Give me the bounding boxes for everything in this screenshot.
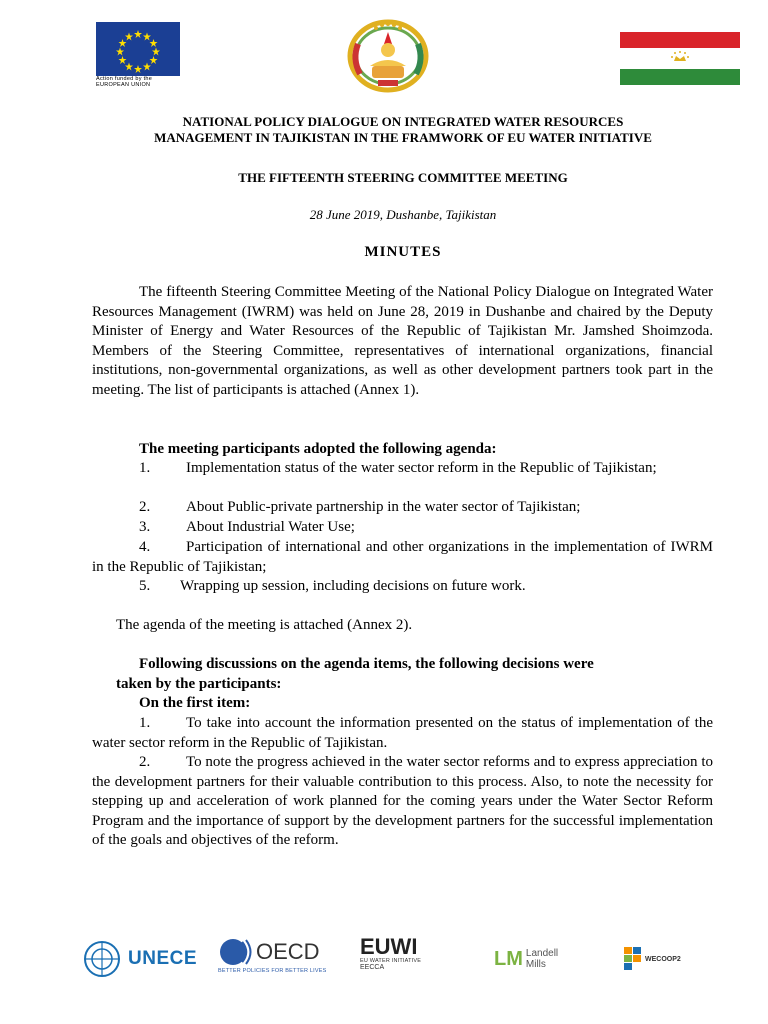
agenda-item-number: 5. [139, 578, 151, 594]
agenda-item-text: About Industrial Water Use; [186, 519, 355, 535]
agenda-item-text: Wrapping up session, including decisions on future work. [180, 578, 526, 594]
agenda-item-text: Implementation status of the water sector reform in the Republic of Tajikistan; [186, 460, 657, 476]
eu-caption-line2: EUROPEAN UNION [96, 82, 151, 88]
eu-logo [96, 22, 180, 92]
first-item-heading: On the first item: [139, 695, 251, 711]
wecoop-text: WECOOP2 [645, 955, 681, 963]
euwi-region: EECCA [360, 964, 385, 971]
decision-item-number: 2. [139, 754, 151, 770]
un-emblem-icon [82, 939, 122, 979]
oecd-tagline: BETTER POLICIES FOR BETTER LIVES [218, 968, 327, 974]
intro-paragraph: The fifteenth Steering Committee Meeting of the National Policy Dialogue on Integrated Water Resources Management (IWRM) was held on June 28, 2019 in Dushanbe and chaired by the Deputy Minister of Energy and Water Resources of the Republic of Tajikistan Mr. Jamshed Shoimzoda. Members of the Steering Committee, representatives of international organizations, financial institutions, non-governmental organizations, as well as other development partners took part in the meeting. The list of participants is attached (Annex 1). [92, 284, 713, 398]
eu-caption-line1: Action funded by the [96, 76, 153, 82]
agenda-item-1 [92, 459, 713, 479]
decisions-heading-line1: Following discussions on the agenda items, the following decisions were [139, 656, 594, 672]
agenda-item-2 [139, 498, 713, 518]
agenda-item-number: 2. [139, 499, 151, 515]
landell-mills-logo [494, 936, 558, 982]
oecd-text: OECD [256, 939, 320, 964]
unece-logo [82, 936, 197, 982]
landell-text: Landell [525, 948, 559, 959]
wecoop-logo [624, 936, 681, 982]
agenda-item-number: 4. [139, 539, 151, 555]
wecoop-squares-icon [624, 947, 642, 971]
oecd-globe-icon [218, 936, 254, 968]
agenda-item-text: About Public-private partnership in the water sector of Tajikistan; [186, 499, 581, 515]
date-place: 28 June 2019, Dushanbe, Tajikistan [309, 207, 497, 222]
agenda-item-number: 3. [139, 519, 151, 535]
agenda-item-number: 1. [139, 460, 151, 476]
euwi-logo [360, 936, 421, 982]
agenda-item-5 [139, 577, 713, 597]
agenda-item-3 [139, 518, 713, 538]
decisions-heading-line2: taken by the participants: [116, 676, 282, 692]
mills-text: Mills [525, 959, 546, 970]
document-title [60, 114, 746, 146]
oecd-logo [218, 936, 326, 982]
decision-item-2 [92, 753, 713, 851]
agenda-attached-note: The agenda of the meeting is attached (Annex 2). [116, 617, 413, 633]
decision-item-number: 1. [139, 715, 151, 731]
agenda-item-text: Participation of international and other organizations in the implementation of IWRM in the Republic of Tajikistan; [92, 539, 713, 575]
unece-text: UNECE [128, 948, 198, 969]
lm-mark: LM [494, 947, 523, 970]
tajikistan-emblem-icon [340, 14, 436, 94]
agenda-heading: The meeting participants adopted the following agenda: [139, 441, 497, 457]
title-line2: MANAGEMENT IN TAJIKISTAN IN THE FRAMWORK OF EU WATER INITIATIVE [154, 130, 652, 145]
title-line1: NATIONAL POLICY DIALOGUE ON INTEGRATED WATER RESOURCES [182, 114, 624, 129]
minutes-heading: MINUTES [364, 244, 442, 260]
decision-item-text: To take into account the information presented on the status of implementation of the water sector reform in the Republic of Tajikistan. [92, 715, 713, 751]
decision-item-1 [92, 714, 713, 753]
euwi-subtitle: EU WATER INITIATIVE [360, 958, 422, 964]
agenda-item-4 [92, 538, 713, 577]
meeting-subtitle: THE FIFTEENTH STEERING COMMITTEE MEETING [238, 170, 568, 185]
eu-flag-icon [96, 22, 180, 76]
tajikistan-flag-icon [620, 32, 740, 86]
euwi-text: EUWI [360, 934, 418, 959]
decision-item-text: To note the progress achieved in the water sector reforms and to express appreciation to the development partners for their valuable contribution to this process. Also, to note the necessity for stepping up and acceleration of work planned for the coming years under the Water Sector Reform Program and the importance of support by the development partners for the successful implementation of the goals and objectives of the reform. [92, 754, 713, 849]
